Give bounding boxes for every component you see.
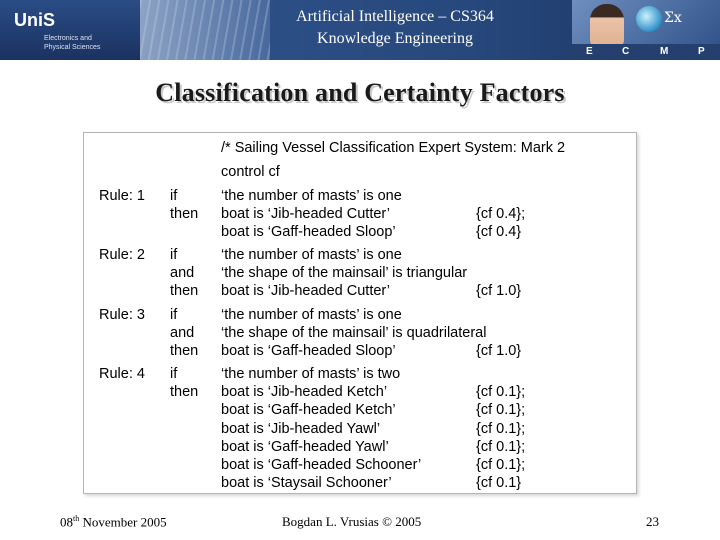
building-image [140, 0, 270, 60]
intro-control: control cf [221, 164, 280, 180]
rule-clause: ‘the shape of the mainsail’ is quadrilateral [221, 325, 487, 342]
rule-clause: ‘the number of masts’ is one [221, 188, 402, 204]
logo-subtitle [44, 34, 100, 52]
logo-sub-line-2: Physical Sciences [44, 44, 101, 51]
rule-clause: ‘the number of masts’ is two [221, 366, 401, 382]
footer-date [60, 514, 167, 530]
page-number: 23 [646, 514, 659, 529]
certainty-factor: {cf 0.4} [476, 224, 522, 241]
logo-sub-line-1: Electronics and [44, 35, 92, 42]
certainty-factor: {cf 0.1} [476, 475, 522, 492]
footer-date-rest: November 2005 [79, 514, 167, 530]
certainty-factor: {cf 1.0} [476, 343, 522, 360]
brand-letter-c: C [622, 46, 630, 57]
sigma-icon: Σx [664, 10, 682, 26]
rule-clause: ‘the number of masts’ is one [221, 307, 402, 323]
rule-clause: boat is ‘Gaff-headed Sloop’ [221, 343, 396, 360]
person-photo [590, 4, 624, 48]
certainty-factor: {cf 0.1}; [476, 438, 526, 455]
certainty-factor: {cf 0.1}; [476, 402, 526, 419]
certainty-factor: {cf 0.1}; [476, 420, 526, 437]
rule-clause: boat is ‘Gaff-headed Ketch’ [221, 402, 396, 419]
rule-clause: boat is ‘Jib-headed Ketch’ [221, 384, 388, 401]
certainty-factor: {cf 0.4}; [476, 206, 526, 223]
rule-keyword: then [170, 343, 199, 360]
slide-title: Classification and Certainty Factors [155, 78, 565, 107]
rule-label: Rule: 1 [99, 188, 145, 204]
rule-label: Rule: 4 [99, 366, 145, 382]
certainty-factor: {cf 0.1}; [476, 457, 526, 473]
brand-letter-p: P [698, 46, 705, 57]
rule-clause: boat is ‘Staysail Schooner’ [221, 475, 392, 492]
rule-keyword: if [170, 307, 178, 323]
course-title-line-2: Knowledge Engineering [317, 30, 473, 47]
rule-keyword: and [170, 265, 195, 282]
footer-date-day: 08 [60, 514, 73, 530]
intro-comment: /* Sailing Vessel Classification Expert System: Mark 2 [221, 140, 566, 156]
footer-date-suffix: th [73, 514, 80, 523]
rules-panel [83, 132, 637, 494]
rule-clause: ‘the number of masts’ is one [221, 247, 402, 263]
rule-clause: boat is ‘Jib-headed Yawl’ [221, 420, 381, 437]
rule-keyword: if [170, 188, 178, 204]
certainty-factor: {cf 1.0} [476, 283, 522, 300]
rule-keyword: if [170, 366, 178, 382]
rule-keyword: then [170, 206, 199, 223]
rule-clause: boat is ‘Gaff-headed Yawl’ [221, 438, 389, 455]
footer-author: Bogdan L. Vrusias © 2005 [282, 514, 422, 529]
rule-keyword: and [170, 325, 195, 342]
course-title-line-1: Artificial Intelligence – CS364 [296, 8, 494, 25]
globe-icon [636, 6, 662, 32]
rule-clause: ‘the shape of the mainsail’ is triangular [221, 265, 468, 282]
rule-label: Rule: 3 [99, 307, 145, 323]
rule-label: Rule: 2 [99, 247, 145, 263]
rule-clause: boat is ‘Gaff-headed Schooner’ [221, 457, 422, 473]
course-title [270, 0, 520, 60]
logo-text: UniS [14, 10, 56, 30]
certainty-factor: {cf 0.1}; [476, 384, 526, 401]
rule-keyword: then [170, 283, 199, 300]
slide-header [0, 0, 720, 60]
ecmp-brand-bar [572, 44, 720, 60]
brand-letter-m: M [660, 46, 669, 57]
rule-clause: boat is ‘Gaff-headed Sloop’ [221, 224, 396, 241]
rule-keyword: then [170, 384, 199, 401]
unis-logo [0, 0, 150, 60]
department-banner-image [572, 0, 720, 60]
brand-letter-e: E [586, 46, 593, 57]
rule-clause: boat is ‘Jib-headed Cutter’ [221, 206, 390, 223]
rule-keyword: if [170, 247, 178, 263]
rule-clause: boat is ‘Jib-headed Cutter’ [221, 283, 390, 300]
